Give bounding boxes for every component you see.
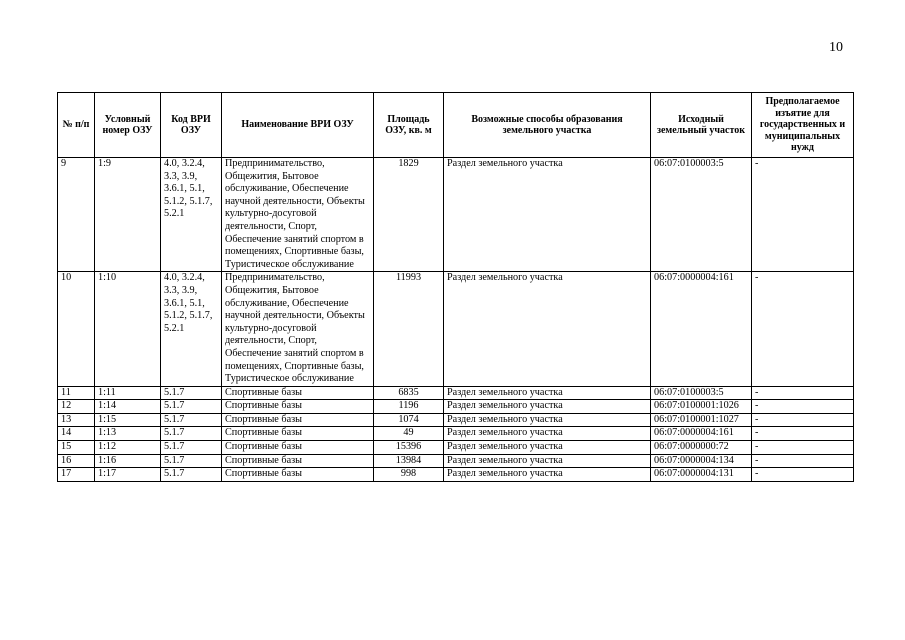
- cell-id: 1:10: [95, 272, 161, 386]
- cell-parcel: 06:07:0000004:161: [651, 427, 752, 441]
- cell-name: Спортивные базы: [222, 468, 374, 482]
- cell-parcel: 06:07:0000004:161: [651, 272, 752, 386]
- cell-name: Спортивные базы: [222, 441, 374, 455]
- cell-name: Спортивные базы: [222, 454, 374, 468]
- cell-parcel: 06:07:0100003:5: [651, 158, 752, 272]
- cell-name: Спортивные базы: [222, 386, 374, 400]
- table-row: [58, 427, 854, 441]
- header-area: Площадь ОЗУ, кв. м: [374, 93, 444, 158]
- page-number: 10: [829, 40, 843, 55]
- cell-method: Раздел земельного участка: [444, 413, 651, 427]
- cell-name: Спортивные базы: [222, 400, 374, 414]
- cell-num: 9: [58, 158, 95, 272]
- cell-method: Раздел земельного участка: [444, 272, 651, 386]
- table-row: [58, 454, 854, 468]
- cell-name: Предпринимательство, Общежития, Бытовое обслуживание, Обеспечение научной деятельности, Объекты культурно-досуговой деятельности, Спорт, Обеспечение занятий спортом в помещениях, Спортивные базы, Туристическое обслуживание: [222, 158, 374, 272]
- cell-method: Раздел земельного участка: [444, 400, 651, 414]
- table-row: [58, 400, 854, 414]
- cell-num: 12: [58, 400, 95, 414]
- cell-parcel: 06:07:0100001:1027: [651, 413, 752, 427]
- table-row: [58, 272, 854, 386]
- header-parcel: Исходный земельный участок: [651, 93, 752, 158]
- cell-code: 4.0, 3.2.4, 3.3, 3.9, 3.6.1, 5.1, 5.1.2, 5.1.7, 5.2.1: [161, 272, 222, 386]
- cell-name: Предпринимательство, Общежития, Бытовое обслуживание, Обеспечение научной деятельности, Объекты культурно-досуговой деятельности, Спорт, Обеспечение занятий спортом в помещениях, Спортивные базы, Туристическое обслуживание: [222, 272, 374, 386]
- cell-name: Спортивные базы: [222, 427, 374, 441]
- cell-name: Спортивные базы: [222, 413, 374, 427]
- cell-id: 1:16: [95, 454, 161, 468]
- cell-num: 14: [58, 427, 95, 441]
- table-row: [58, 413, 854, 427]
- cell-num: 15: [58, 441, 95, 455]
- cell-id: 1:11: [95, 386, 161, 400]
- cell-seizure: -: [752, 441, 854, 455]
- table-row: [58, 386, 854, 400]
- cell-method: Раздел земельного участка: [444, 441, 651, 455]
- cell-parcel: 06:07:0000004:134: [651, 454, 752, 468]
- cell-seizure: -: [752, 468, 854, 482]
- cell-method: Раздел земельного участка: [444, 158, 651, 272]
- cell-seizure: -: [752, 400, 854, 414]
- table-header-row: [58, 93, 854, 158]
- cell-num: 13: [58, 413, 95, 427]
- cell-method: Раздел земельного участка: [444, 427, 651, 441]
- cell-id: 1:14: [95, 400, 161, 414]
- cell-id: 1:9: [95, 158, 161, 272]
- cell-id: 1:13: [95, 427, 161, 441]
- cell-num: 17: [58, 468, 95, 482]
- cell-code: 5.1.7: [161, 468, 222, 482]
- cell-code: 5.1.7: [161, 454, 222, 468]
- table-row: [58, 158, 854, 272]
- table-row: [58, 468, 854, 482]
- cell-seizure: -: [752, 427, 854, 441]
- cell-id: 1:15: [95, 413, 161, 427]
- cell-code: 5.1.7: [161, 413, 222, 427]
- cell-seizure: -: [752, 413, 854, 427]
- cell-num: 16: [58, 454, 95, 468]
- cell-area: 49: [374, 427, 444, 441]
- table-row: [58, 441, 854, 455]
- cell-code: 5.1.7: [161, 427, 222, 441]
- cell-id: 1:12: [95, 441, 161, 455]
- cell-parcel: 06:07:0000000:72: [651, 441, 752, 455]
- cell-seizure: -: [752, 158, 854, 272]
- cell-parcel: 06:07:0000004:131: [651, 468, 752, 482]
- cell-code: 5.1.7: [161, 386, 222, 400]
- cell-method: Раздел земельного участка: [444, 468, 651, 482]
- land-plots-table: [57, 92, 854, 482]
- cell-seizure: -: [752, 386, 854, 400]
- cell-code: 5.1.7: [161, 441, 222, 455]
- cell-method: Раздел земельного участка: [444, 386, 651, 400]
- cell-parcel: 06:07:0100001:1026: [651, 400, 752, 414]
- cell-seizure: -: [752, 272, 854, 386]
- header-name: Наименование ВРИ ОЗУ: [222, 93, 374, 158]
- header-code: Код ВРИ ОЗУ: [161, 93, 222, 158]
- cell-parcel: 06:07:0100003:5: [651, 386, 752, 400]
- cell-area: 998: [374, 468, 444, 482]
- cell-num: 10: [58, 272, 95, 386]
- cell-area: 13984: [374, 454, 444, 468]
- header-seizure: Предполагаемое изъятие для государственных и муниципальных нужд: [752, 93, 854, 158]
- header-num: № п/п: [58, 93, 95, 158]
- header-id: Условный номер ОЗУ: [95, 93, 161, 158]
- cell-seizure: -: [752, 454, 854, 468]
- cell-area: 1196: [374, 400, 444, 414]
- cell-area: 1829: [374, 158, 444, 272]
- cell-code: 5.1.7: [161, 400, 222, 414]
- cell-method: Раздел земельного участка: [444, 454, 651, 468]
- cell-area: 6835: [374, 386, 444, 400]
- cell-id: 1:17: [95, 468, 161, 482]
- cell-area: 15396: [374, 441, 444, 455]
- cell-area: 1074: [374, 413, 444, 427]
- cell-code: 4.0, 3.2.4, 3.3, 3.9, 3.6.1, 5.1, 5.1.2, 5.1.7, 5.2.1: [161, 158, 222, 272]
- header-method: Возможные способы образования земельного участка: [444, 93, 651, 158]
- cell-area: 11993: [374, 272, 444, 386]
- cell-num: 11: [58, 386, 95, 400]
